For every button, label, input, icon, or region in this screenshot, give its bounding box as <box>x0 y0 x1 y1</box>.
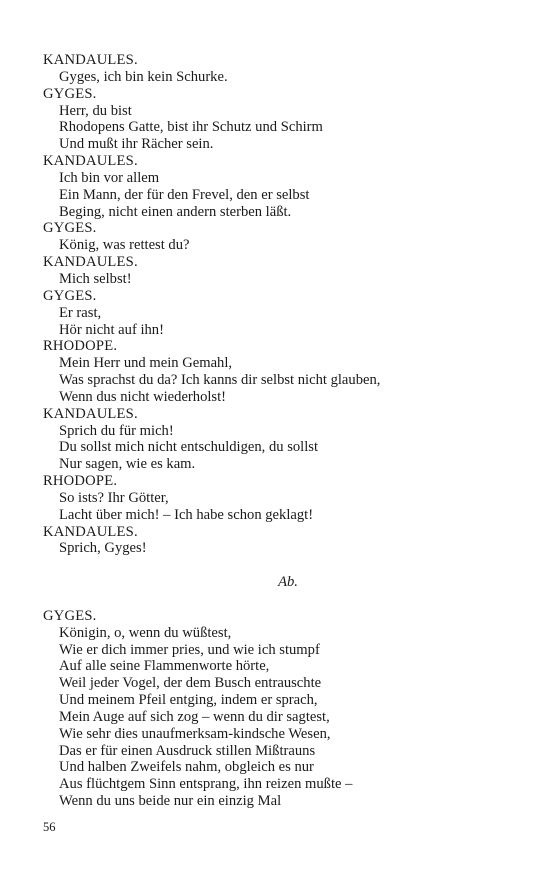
verse-line: Ein Mann, der für den Frevel, den er selbst <box>59 186 310 203</box>
verse-line: Du sollst mich nicht entschuldigen, du sollst <box>59 439 319 456</box>
page-number: 56 <box>43 820 56 834</box>
verse-line: Herr, du bist <box>59 102 132 119</box>
speaker-name: KANDAULES. <box>43 153 138 170</box>
verse-line: Beging, nicht einen andern sterben läßt. <box>59 203 292 220</box>
verse-line: So ists? Ihr Götter, <box>59 489 169 506</box>
verse-line: Und halben Zweifels nahm, obgleich es nur <box>59 759 314 776</box>
verse-line: Lacht über mich! – Ich habe schon geklagt! <box>59 506 314 523</box>
verse-line: Und mußt ihr Rächer sein. <box>59 136 214 153</box>
verse-line: Weil jeder Vogel, der dem Busch entrauschte <box>59 675 322 692</box>
verse-line: Hör nicht auf ihn! <box>59 321 164 338</box>
stage-direction: Ab. <box>278 574 298 591</box>
verse-line: Und meinem Pfeil entging, indem er sprach, <box>59 692 318 709</box>
speaker-name: GYGES. <box>43 607 97 624</box>
verse-line: Mein Auge auf sich zog – wenn du dir sagtest, <box>59 708 330 725</box>
verse-line: Nur sagen, wie es kam. <box>59 456 196 473</box>
verse-line: Mein Herr und mein Gemahl, <box>59 355 233 372</box>
verse-line: Wenn du uns beide nur ein einzig Mal <box>59 793 282 810</box>
verse-line: Aus flüchtgem Sinn entsprang, ihn reizen mußte – <box>59 776 353 793</box>
verse-line: Was sprachst du da? Ich kanns dir selbst nicht glauben, <box>59 372 381 389</box>
speaker-name: KANDAULES. <box>43 523 138 540</box>
verse-line: Auf alle seine Flammenworte hörte, <box>59 658 270 675</box>
verse-line: Rhodopens Gatte, bist ihr Schutz und Schirm <box>59 119 323 136</box>
verse-line: Das er für einen Ausdruck stillen Mißtrauns <box>59 742 316 759</box>
speaker-name: GYGES. <box>43 220 97 237</box>
speaker-name: KANDAULES. <box>43 52 138 68</box>
verse-line: Sprich, Gyges! <box>59 540 147 557</box>
speaker-name: RHODOPE. <box>43 473 118 490</box>
verse-line: Wie sehr dies unaufmerksam-kindsche Wesen, <box>59 725 331 742</box>
verse-line: Sprich du für mich! <box>59 422 174 439</box>
speaker-name: GYGES. <box>43 287 97 304</box>
speaker-name: KANDAULES. <box>43 254 138 271</box>
blank-line <box>43 591 513 608</box>
verse-line: Ich bin vor allem <box>59 169 160 186</box>
verse-line: Gyges, ich bin kein Schurke. <box>59 68 228 85</box>
speaker-name: RHODOPE. <box>43 338 118 355</box>
verse-line: Königin, o, wenn du wüßtest, <box>59 624 232 641</box>
verse-line: König, was rettest du? <box>59 237 190 254</box>
verse-line: Er rast, <box>59 304 102 321</box>
speaker-name: KANDAULES. <box>43 405 138 422</box>
blank-line <box>43 557 513 574</box>
verse-line: Mich selbst! <box>59 270 132 287</box>
drama-text-block <box>43 52 513 810</box>
verse-line: Wie er dich immer pries, und wie ich stumpf <box>59 641 320 658</box>
verse-line: Wenn dus nicht wiederholst! <box>59 388 227 405</box>
speaker-name: GYGES. <box>43 85 97 102</box>
